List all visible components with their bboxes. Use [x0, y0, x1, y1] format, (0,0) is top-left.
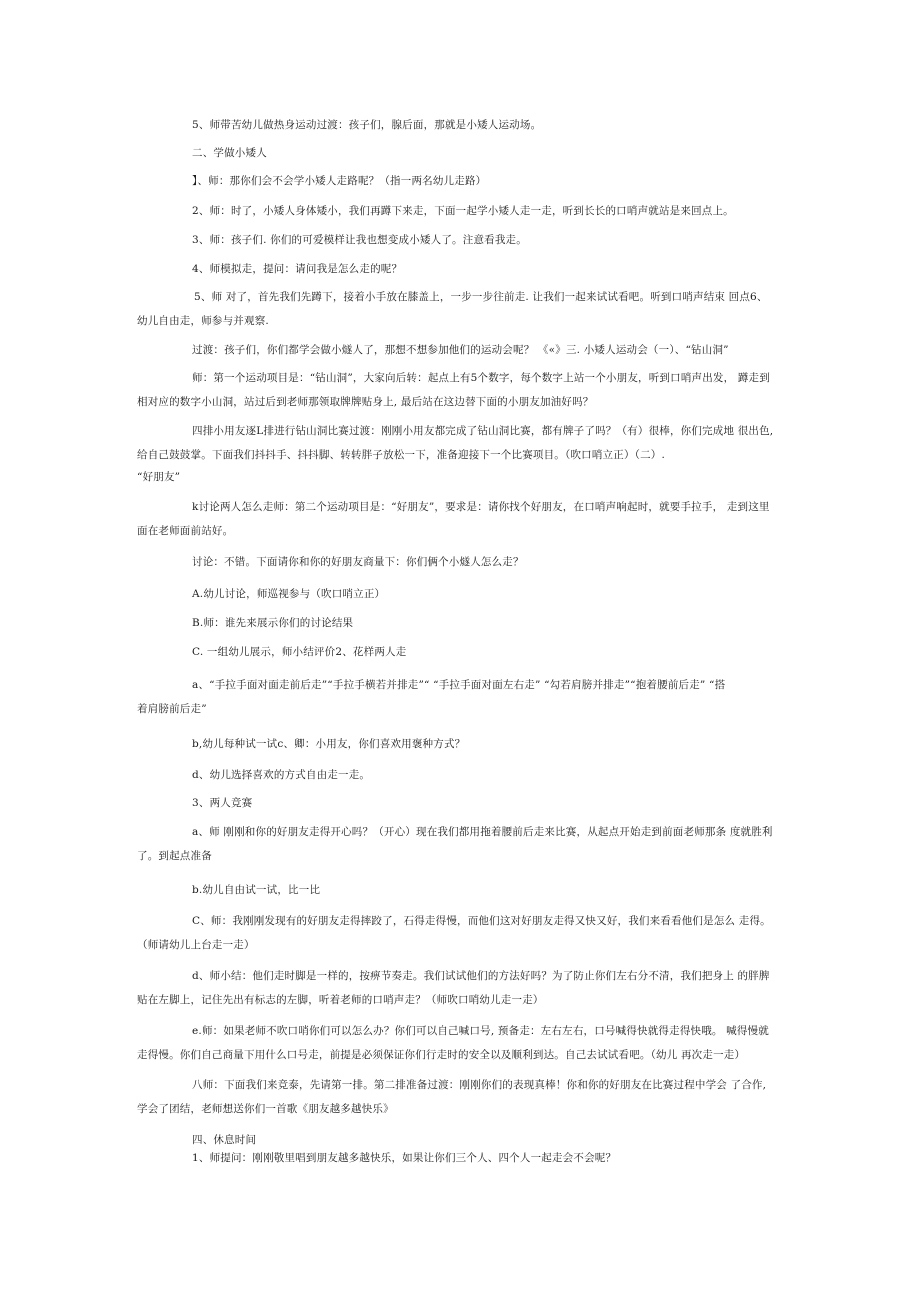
paragraph-line: 5、师 对了，首先我们先蹲下，接着小手放在膝盖上，一步一步往前走. 让我们一起来试试看吧。听到口哨声结束 回点6、 [194, 291, 768, 303]
paragraph-transition-1: 过渡：孩子们，你们都学会做小燧人了，那想不想参加他们的运动会呢？ 《«》三. 小矮人运动会（一）、“钻山洞” [192, 344, 729, 356]
heading-learn-dwarf: 二、学做小矮人 [192, 147, 267, 159]
paragraph-line: C、师：我刚刚发现有的好朋友走得摔跤了，石得走得慢，而他们这对好朋友走得又快又好，我们来看看他们是怎么 走得。 [192, 915, 771, 927]
list-item-b: B.师：谁先来展示你们的讨论结果 [192, 617, 354, 629]
paragraph-line: 四排小用友逐L排进行钻山洞比赛过渡：刚刚小用友都完成了钻山洞比赛，都有牌子了吗？（有）很棒，你们完成地 很出色, [192, 425, 774, 437]
paragraph-step-5 [137, 285, 768, 333]
paragraph-line: 师：第一个运动项目是：“钻山洞”，大家向后转：起点上有5个数字，每个数字上站一个小朋友，听到口哨声出发， 蹲走到 [192, 372, 770, 384]
paragraph-walk-styles [137, 673, 725, 721]
paragraph-line: 面在老师面前站好。 [137, 525, 234, 537]
paragraph-race-b: b.幼儿自由试一试，比一比 [192, 884, 321, 896]
paragraph-event-2 [137, 495, 770, 543]
paragraph-race-a [137, 820, 773, 868]
paragraph-line: 走得慢。你们自己商量下用什么口号走，前提是必须保证你们行走时的安全以及顺利到达。自己去试试看吧。（幼儿 再次走一走） [137, 1049, 746, 1061]
paragraph-race-c [137, 909, 771, 957]
paragraph-discussion: 讨论：不错。下面请你和你的好朋友商量下：你们俩个小燧人怎么走？ [192, 556, 524, 568]
paragraph-try-each: b,幼儿每种试一试c、卿：小用友，你们喜欢用褒种方式？ [192, 738, 466, 750]
paragraph-step-2: 2、师：时了，小矮人身体矮小，我们再蹲下来走，下面一起学小矮人走一走，听到长长的口哨声就站是来回点上。 [192, 205, 734, 217]
heading-rest-time: 四、休息时间 [192, 1134, 257, 1146]
paragraph-race-d [137, 964, 770, 1012]
paragraph-line: 着肩膀前后走” [137, 703, 207, 715]
paragraph-line: e.师：如果老师不吹口哨你们可以怎么办？你们可以自己喊口号, 预备走：左右左右，口号喊得快就得走得快哦。 喊得慢就 [192, 1025, 769, 1037]
paragraph-line: （师请幼儿上台走一走） [137, 939, 255, 951]
paragraph-choose-walk: d、幼儿选择喜欢的方式自由走一走。 [192, 769, 371, 781]
paragraph-step-1: 】、师：那你们会不会学小矮人走路呢？（指一两名幼儿走路） [192, 175, 487, 187]
paragraph-line: 了。到起点准备 [137, 850, 212, 862]
paragraph-race-result [137, 1073, 766, 1121]
paragraph-event-1-race [137, 419, 773, 467]
paragraph-line: a、“手拉手面对面走前后走”“手拉手横若并排走”“ “手拉手面对面左右走” “勾若肩膀并排走”“抱着腰前后走” “搭 [192, 679, 726, 691]
paragraph-rest-question: 1、师提问：刚刚敬里唱到朋友越多越快乐，如果让你们三个人、四个人一起走会不会呢？ [192, 1152, 617, 1164]
paragraph-line: 八师：下面我们来竞泰，先请第一排。第二排准备过渡：刚刚你们的表现真棒！你和你的好朋友在比赛过程中学会 了合作, [192, 1079, 767, 1091]
paragraph-event-1 [137, 366, 770, 414]
paragraph-line: a、师 刚刚和你的好朋友走得开心吗？（开心）现在我们都用拖着腰前后走来比赛，从起点开始走到前面老师那条 度就胜利 [192, 826, 773, 838]
paragraph-line: k讨论两人怎么走师：第二个运动项目是：“好朋友”，要求是：请你找个好朋友，在口哨声响起时，就要手拉手， 走到这里 [192, 501, 770, 513]
list-item-a: A.幼儿讨论，师巡视参与（吹口哨立正） [192, 588, 386, 600]
paragraph-step-4: 4、师模拟走，提问：请问我是怎么走的呢？ [192, 263, 403, 275]
paragraph-line: 相对应的数字小山洞，站过后到老师那领取牌牌贴身上, 最后站在这边替下面的小朋友加油好吗？ [137, 396, 594, 408]
paragraph-line: 贴在左脚上，记住先出有标志的左脚，听着老师的口哨声走？（师吹口哨幼儿走一走） [137, 994, 544, 1006]
paragraph-line: 幼儿自由走，师参与并观察. [137, 315, 269, 327]
heading-pair-race: 3、两人竞赛 [192, 797, 253, 809]
paragraph-step-3: 3、师：孩子们. 你们的可爱模样让我也想变成小矮人了。注意看我走。 [192, 234, 527, 246]
paragraph-warmup: 5、师带苦幼儿做热身运动过渡：孩子们，腺后面，那就是小矮人运动场。 [192, 119, 542, 131]
list-item-c: C. 一组幼儿展示，师小结评价2、花样两人走 [192, 646, 407, 658]
paragraph-line: 学会了团结，老师想送你们一首歌《朋友越多越快乐》 [137, 1103, 394, 1115]
paragraph-race-e [137, 1019, 769, 1067]
paragraph-line: 给自己鼓鼓掌。下面我们抖抖手、抖抖脚、转转胖子放松一下，准备迎接下一个比赛项目。（吹口哨立正）（二）. [137, 449, 666, 461]
heading-good-friend: “好朋友” [137, 471, 181, 483]
paragraph-line: d、师小结：他们走时脚是一样的，按痹节奏走。我们试试他们的方法好吗？为了防止你们左右分不清，我们把身上 的胖脾 [192, 970, 770, 982]
